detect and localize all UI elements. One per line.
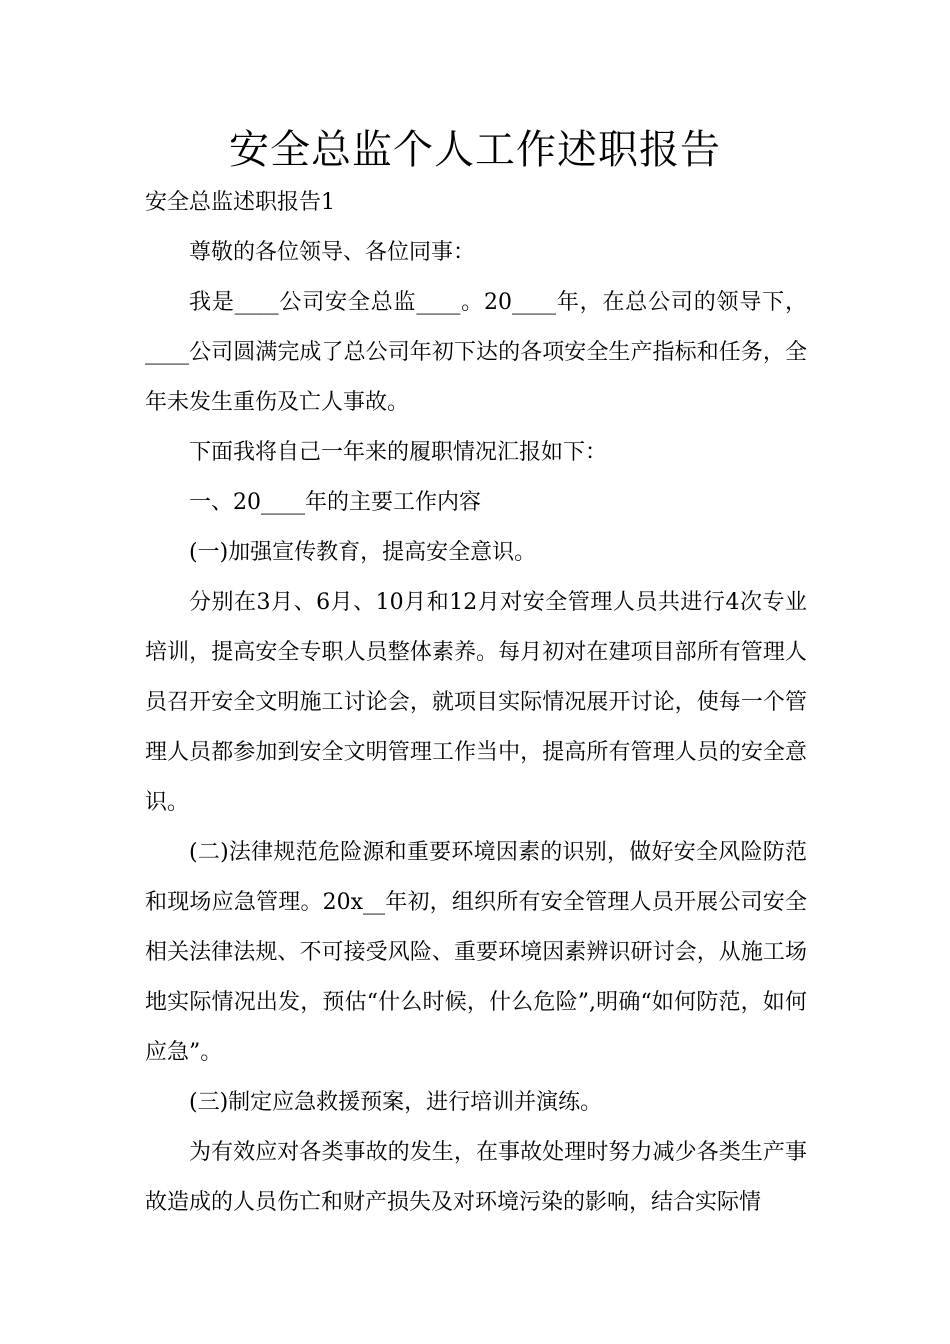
subheading-emergency-plan: (三)制定应急救援预案，进行培训并演练。 [189,1090,603,1115]
subheading-education: (一)加强宣传教育，提高安全意识。 [189,540,537,565]
intro-paragraph: 我是____公司安全总监____。20____年，在总公司的领导下，____公司圆满完成了总公司年初下达的各项安全生产指标和任务，全年未发生重伤及亡人事故。 [145,290,807,415]
emergency-paragraph: 为有效应对各类事故的发生，在事故处理时努力减少各类生产事故造成的人员伤亡和财产损失及对环境污染的影响，结合实际情 [145,1140,807,1215]
subheading-risk-identification: (二)法律规范危险源和重要环境因素的识别，做好安全风险防范和现场应急管理。20x__年初，组织所有安全管理人员开展公司安全相关法律法规、不可接受风险、重要环境因素辨识研讨会，从施工场地实际情况出发，预估“什么时候，什么危险”,明确“如何防范，如何应急”。 [145,840,807,1065]
salutation-paragraph: 尊敬的各位领导、各位同事： [189,240,476,265]
document-title: 安全总监个人工作述职报告 [229,127,721,173]
transition-paragraph: 下面我将自己一年来的履职情况汇报如下： [189,440,608,465]
education-paragraph: 分别在3月、6月、10月和12月对安全管理人员共进行4次专业培训，提高安全专职人员整体素养。每月初对在建项目部所有管理人员召开安全文明施工讨论会，就项目实际情况展开讨论，使每一个管理人员都参加到安全文明管理工作当中，提高所有管理人员的安全意识。 [145,590,807,815]
document-body [145,178,807,1228]
heading-main-work: 一、20____年的主要工作内容 [189,490,481,515]
section-heading: 安全总监述职报告1 [145,190,335,215]
